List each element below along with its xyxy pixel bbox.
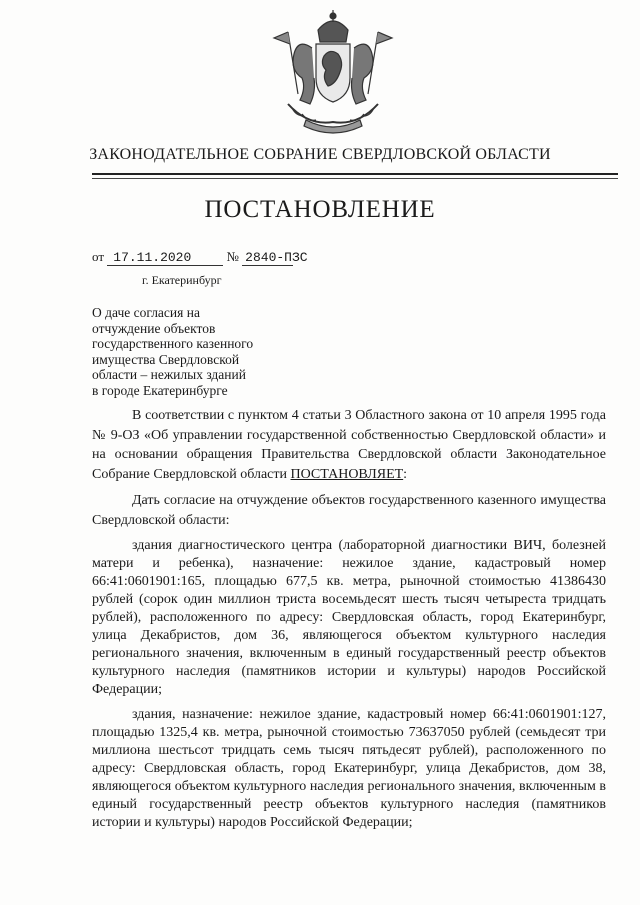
number-prefix: № — [226, 249, 239, 264]
organization-name: ЗАКОНОДАТЕЛЬНОЕ СОБРАНИЕ СВЕРДЛОВСКОЙ ОБЛАСТИ — [89, 146, 551, 163]
subject-line: области – нежилых зданий — [92, 367, 246, 382]
document-date: 17.11.2020 — [107, 251, 223, 266]
resolves-keyword: ПОСТАНОВЛЯЕТ — [290, 466, 404, 482]
property-item-1: здания диагностического центра (лабораторной диагностики ВИЧ, болезней матери и ребенка), назначение: нежилое здание, кадастровый номер 66:41:0601901:165, площадью 677,5 кв. метра, рыночной стоимостью 41386430 рублей (сорок один миллион триста восемьдесят шесть тысяч четыреста тридцать рублей), расположенного по адресу: Свердловская область, город Екатеринбург, улица Декабристов, дом 36, являющегося объектом культурного наследия регионального значения, включенным в единый государственный реестр объектов культурного наследия (памятников истории и культуры) народов Российской Федерации; — [92, 538, 606, 697]
document-body — [92, 406, 606, 839]
preamble-text: В соответствии с пунктом 4 статьи 3 Областного закона от 10 апреля 1995 года № 9-ОЗ «Об управлении государственной собственностью Свердловской области» и на основании обращения Правительства Свердловской области Законодательное Собрание Свердловской области — [92, 408, 606, 482]
subject-line: отчуждение объектов — [92, 320, 216, 336]
header-rule-thin — [92, 178, 618, 179]
document-subject — [92, 305, 312, 398]
property-item-2: здания, назначение: нежилое здание, кадастровый номер 66:41:0601901:127, площадью 1325,4 кв. метра, рыночной стоимостью 73637050 рублей (семьдесят три миллиона шестьсот тридцать семь тысяч пятьдесят рублей), расположенного по адресу: Свердловская область, город Екатеринбург, улица Декабристов, дом 38, являющегося объектом культурного наследия регионального значения, включенным в единый государственный реестр объектов культурного наследия (памятников истории и культуры) народов Российской Федерации; — [92, 707, 606, 830]
document-title: ПОСТАНОВЛЕНИЕ — [204, 196, 436, 223]
date-number-line — [92, 249, 308, 266]
subject-line: в городе Екатеринбурге — [92, 382, 228, 398]
header-rule-thick — [92, 173, 618, 175]
date-prefix: от — [92, 249, 105, 264]
subject-line: О даче согласия на — [92, 305, 200, 320]
document-number: 2840-ПЗС — [242, 251, 293, 266]
consent-paragraph: Дать согласие на отчуждение объектов государственного казенного имущества Свердловской области: — [92, 493, 606, 528]
preamble-paragraph — [92, 406, 606, 484]
subject-line: имущества Свердловской — [92, 351, 240, 367]
subject-line: государственного казенного — [92, 336, 254, 351]
coat-of-arms-icon — [258, 8, 408, 138]
document-city: г. Екатеринбург — [142, 273, 222, 287]
preamble-end: : — [403, 466, 408, 482]
